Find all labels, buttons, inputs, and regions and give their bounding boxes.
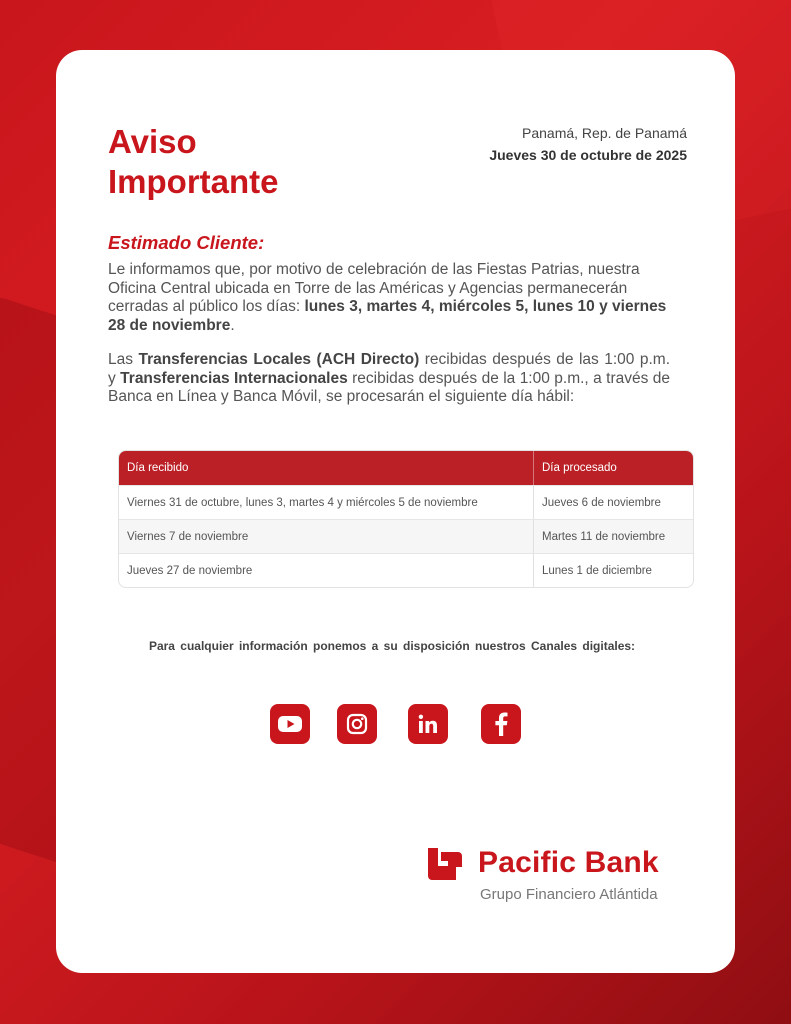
- table-cell: Viernes 31 de octubre, lunes 3, martes 4 y miércoles 5 de noviembre: [119, 486, 534, 519]
- location-date: [489, 122, 687, 166]
- table-cell: Jueves 27 de noviembre: [119, 554, 534, 587]
- header-cell: Día procesado: [542, 462, 617, 474]
- date: Jueves 30 de octubre de 2025: [489, 147, 687, 163]
- notice-paragraph: [108, 261, 670, 335]
- youtube-icon[interactable]: [270, 704, 310, 744]
- brand-name: Pacific Bank: [478, 846, 659, 879]
- table-row: [119, 485, 693, 519]
- table-row: [119, 519, 693, 553]
- paragraph-text: recibidas después de las 1:00 p.m. y: [108, 351, 670, 387]
- international-transfers: Transferencias Internacionales: [120, 369, 348, 387]
- linkedin-icon[interactable]: [408, 704, 448, 744]
- pacific-bank-logo-icon: [428, 848, 462, 880]
- paragraph-end: .: [230, 316, 235, 334]
- title-line: Aviso: [108, 123, 197, 160]
- page-title: [108, 122, 279, 202]
- table-cell: Martes 11 de noviembre: [542, 530, 666, 543]
- closed-days: lunes 3, martes 4, miércoles 5, lunes 10 y viernes 28 de noviembre: [108, 298, 667, 334]
- brand-subtitle: Grupo Financiero Atlántida: [480, 886, 658, 903]
- location: Panamá, Rep. de Panamá: [522, 125, 687, 141]
- ach-transfers: Transferencias Locales (ACH Directo): [138, 351, 420, 368]
- title-line: Importante: [108, 163, 279, 200]
- transfers-paragraph: [108, 351, 670, 407]
- paragraph-text: recibidas después de la 1:00 p.m., a través de Banca en Línea y Banca Móvil, se procesarán el siguiente día hábil:: [108, 369, 671, 405]
- header-cell: Día recibido: [119, 451, 534, 485]
- paragraph-text: Las: [108, 351, 139, 368]
- schedule-table: [118, 450, 694, 588]
- instagram-icon[interactable]: [337, 704, 377, 744]
- digital-channels-text: Para cualquier información ponemos a su disposición nuestros Canales digitales:: [148, 639, 636, 653]
- table-row: [119, 553, 693, 587]
- table-header: [119, 451, 693, 485]
- paragraph-text: Le informamos que, por motivo de celebración de las Fiestas Patrias, nuestra Oficina Central ubicada en Torre de las Américas y Agencias permanecerán cerradas al público los días:: [108, 261, 640, 315]
- greeting: Estimado Cliente:: [108, 232, 265, 253]
- facebook-icon[interactable]: [481, 704, 521, 744]
- table-cell: Lunes 1 de diciembre: [542, 564, 652, 577]
- table-cell: Viernes 7 de noviembre: [119, 520, 534, 553]
- table-cell: Jueves 6 de noviembre: [542, 496, 661, 509]
- notice-card: [56, 50, 735, 973]
